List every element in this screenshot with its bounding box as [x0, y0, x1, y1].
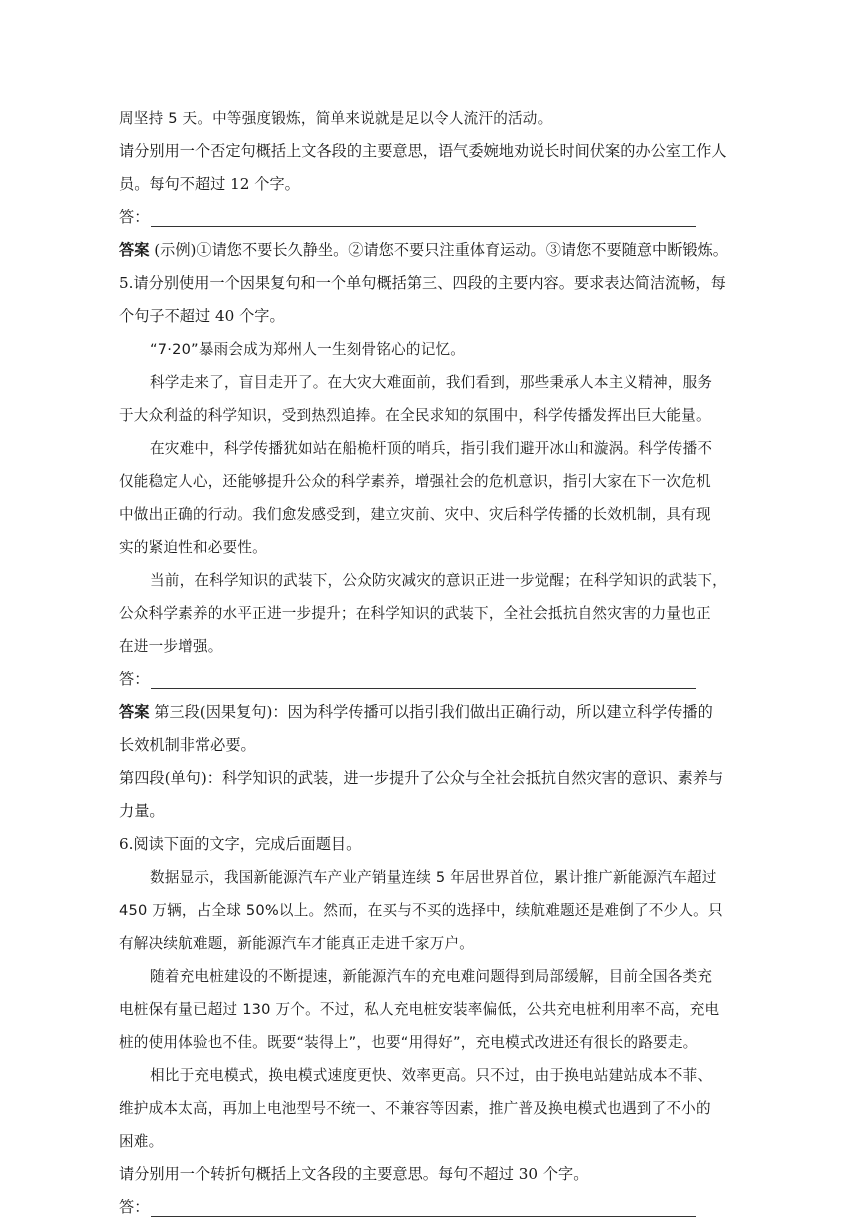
passage-line: 相比于充电模式，换电模式速度更快、效率更高。只不过，由于换电站建站成本不菲、	[150, 1067, 713, 1084]
answer-key-line	[119, 234, 739, 267]
answer-key-text: 第三段(因果复句)：因为科学传播可以指引我们做出正确行动，所以建立科学传播的	[149, 703, 713, 721]
passage-line: 于大众利益的科学知识，受到热烈追捧。在全民求知的氛围中，科学传播发挥出巨大能量。	[119, 407, 711, 424]
passage-line: 在进一步增强。	[119, 638, 223, 655]
text-line: 请分别用一个转折句概括上文各段的主要意思。每句不超过 30 个字。	[119, 1165, 589, 1183]
answer-underline[interactable]	[151, 210, 696, 227]
answer-label: 答：	[119, 1198, 150, 1216]
passage-line: 随着充电桩建设的不断提速，新能源汽车的充电难问题得到局部缓解，目前全国各类充	[150, 968, 713, 985]
text-line: 个句子不超过 40 个字。	[119, 307, 285, 325]
passage-line: 仅能稳定人心，还能够提升公众的科学素养，增强社会的危机意识，指引大家在下一次危机	[119, 473, 711, 490]
passage-line: 中做出正确的行动。我们愈发感受到，建立灾前、灾中、灾后科学传播的长效机制，具有现	[119, 506, 711, 523]
passage-line: “7·20”暴雨会成为郑州人一生刻骨铭心的记忆。	[150, 341, 466, 358]
answer-blank	[119, 1191, 739, 1224]
passage-line: 桩的使用体验也不佳。既要“装得上”，也要“用得好”，充电模式改进还有很长的路要走。	[119, 1034, 698, 1051]
text-line: 5.请分别使用一个因果复句和一个单句概括第三、四段的主要内容。要求表达简洁流畅，每	[119, 274, 726, 292]
passage-line: 实的紧迫性和必要性。	[119, 539, 267, 556]
answer-key-line	[119, 696, 739, 729]
answer-key-label: 答案	[119, 703, 150, 721]
document-page	[119, 102, 739, 1224]
answer-key-text: (示例)①请您不要长久静坐。②请您不要只注重体育运动。③请您不要随意中断锻炼。	[149, 241, 728, 259]
passage-line: 周坚持 5 天。中等强度锻炼，简单来说就是足以令人流汗的活动。	[119, 110, 553, 127]
text-line: 第四段(单句)：科学知识的武装，进一步提升了公众与全社会抵抗自然灾害的意识、素养与	[119, 769, 724, 787]
passage-line: 450 万辆，占全球 50%以上。然而，在买与不买的选择中，续航难题还是难倒了不少人。只	[119, 902, 723, 919]
answer-key-label: 答案	[119, 241, 150, 259]
passage-line: 数据显示，我国新能源汽车产业产销量连续 5 年居世界首位，累计推广新能源汽车超过	[150, 869, 717, 886]
passage-line: 有解决续航难题，新能源汽车才能真正走进千家万户。	[119, 935, 475, 952]
text-line: 员。每句不超过 12 个字。	[119, 175, 300, 193]
passage-line: 当前，在科学知识的武装下，公众防灾减灾的意识正进一步觉醒；在科学知识的武装下，	[150, 572, 727, 589]
passage-line: 电桩保有量已超过 130 万个。不过，私人充电桩安装率偏低，公共充电桩利用率不高，充电	[119, 1001, 720, 1018]
answer-blank	[119, 201, 739, 234]
answer-label: 答：	[119, 670, 150, 688]
passage-line: 科学走来了，盲目走开了。在大灾大难面前，我们看到，那些秉承人本主义精神，服务	[150, 374, 713, 391]
passage-line: 维护成本太高，再加上电池型号不统一、不兼容等因素，推广普及换电模式也遇到了不小的	[119, 1100, 711, 1117]
answer-underline[interactable]	[151, 672, 696, 689]
text-line: 请分别用一个否定句概括上文各段的主要意思，语气委婉地劝说长时间伏案的办公室工作人	[119, 142, 727, 160]
answer-underline[interactable]	[151, 1200, 696, 1217]
text-line: 力量。	[119, 802, 165, 820]
passage-line: 公众科学素养的水平正进一步提升；在科学知识的武装下，全社会抵抗自然灾害的力量也正	[119, 605, 711, 622]
answer-blank	[119, 663, 739, 696]
text-line: 长效机制非常必要。	[119, 736, 256, 754]
text-line: 6.阅读下面的文字，完成后面题目。	[119, 835, 362, 853]
answer-label: 答：	[119, 208, 150, 226]
passage-line: 困难。	[119, 1133, 164, 1150]
passage-line: 在灾难中，科学传播犹如站在船桅杆顶的哨兵，指引我们避开冰山和漩涡。科学传播不	[150, 440, 713, 457]
